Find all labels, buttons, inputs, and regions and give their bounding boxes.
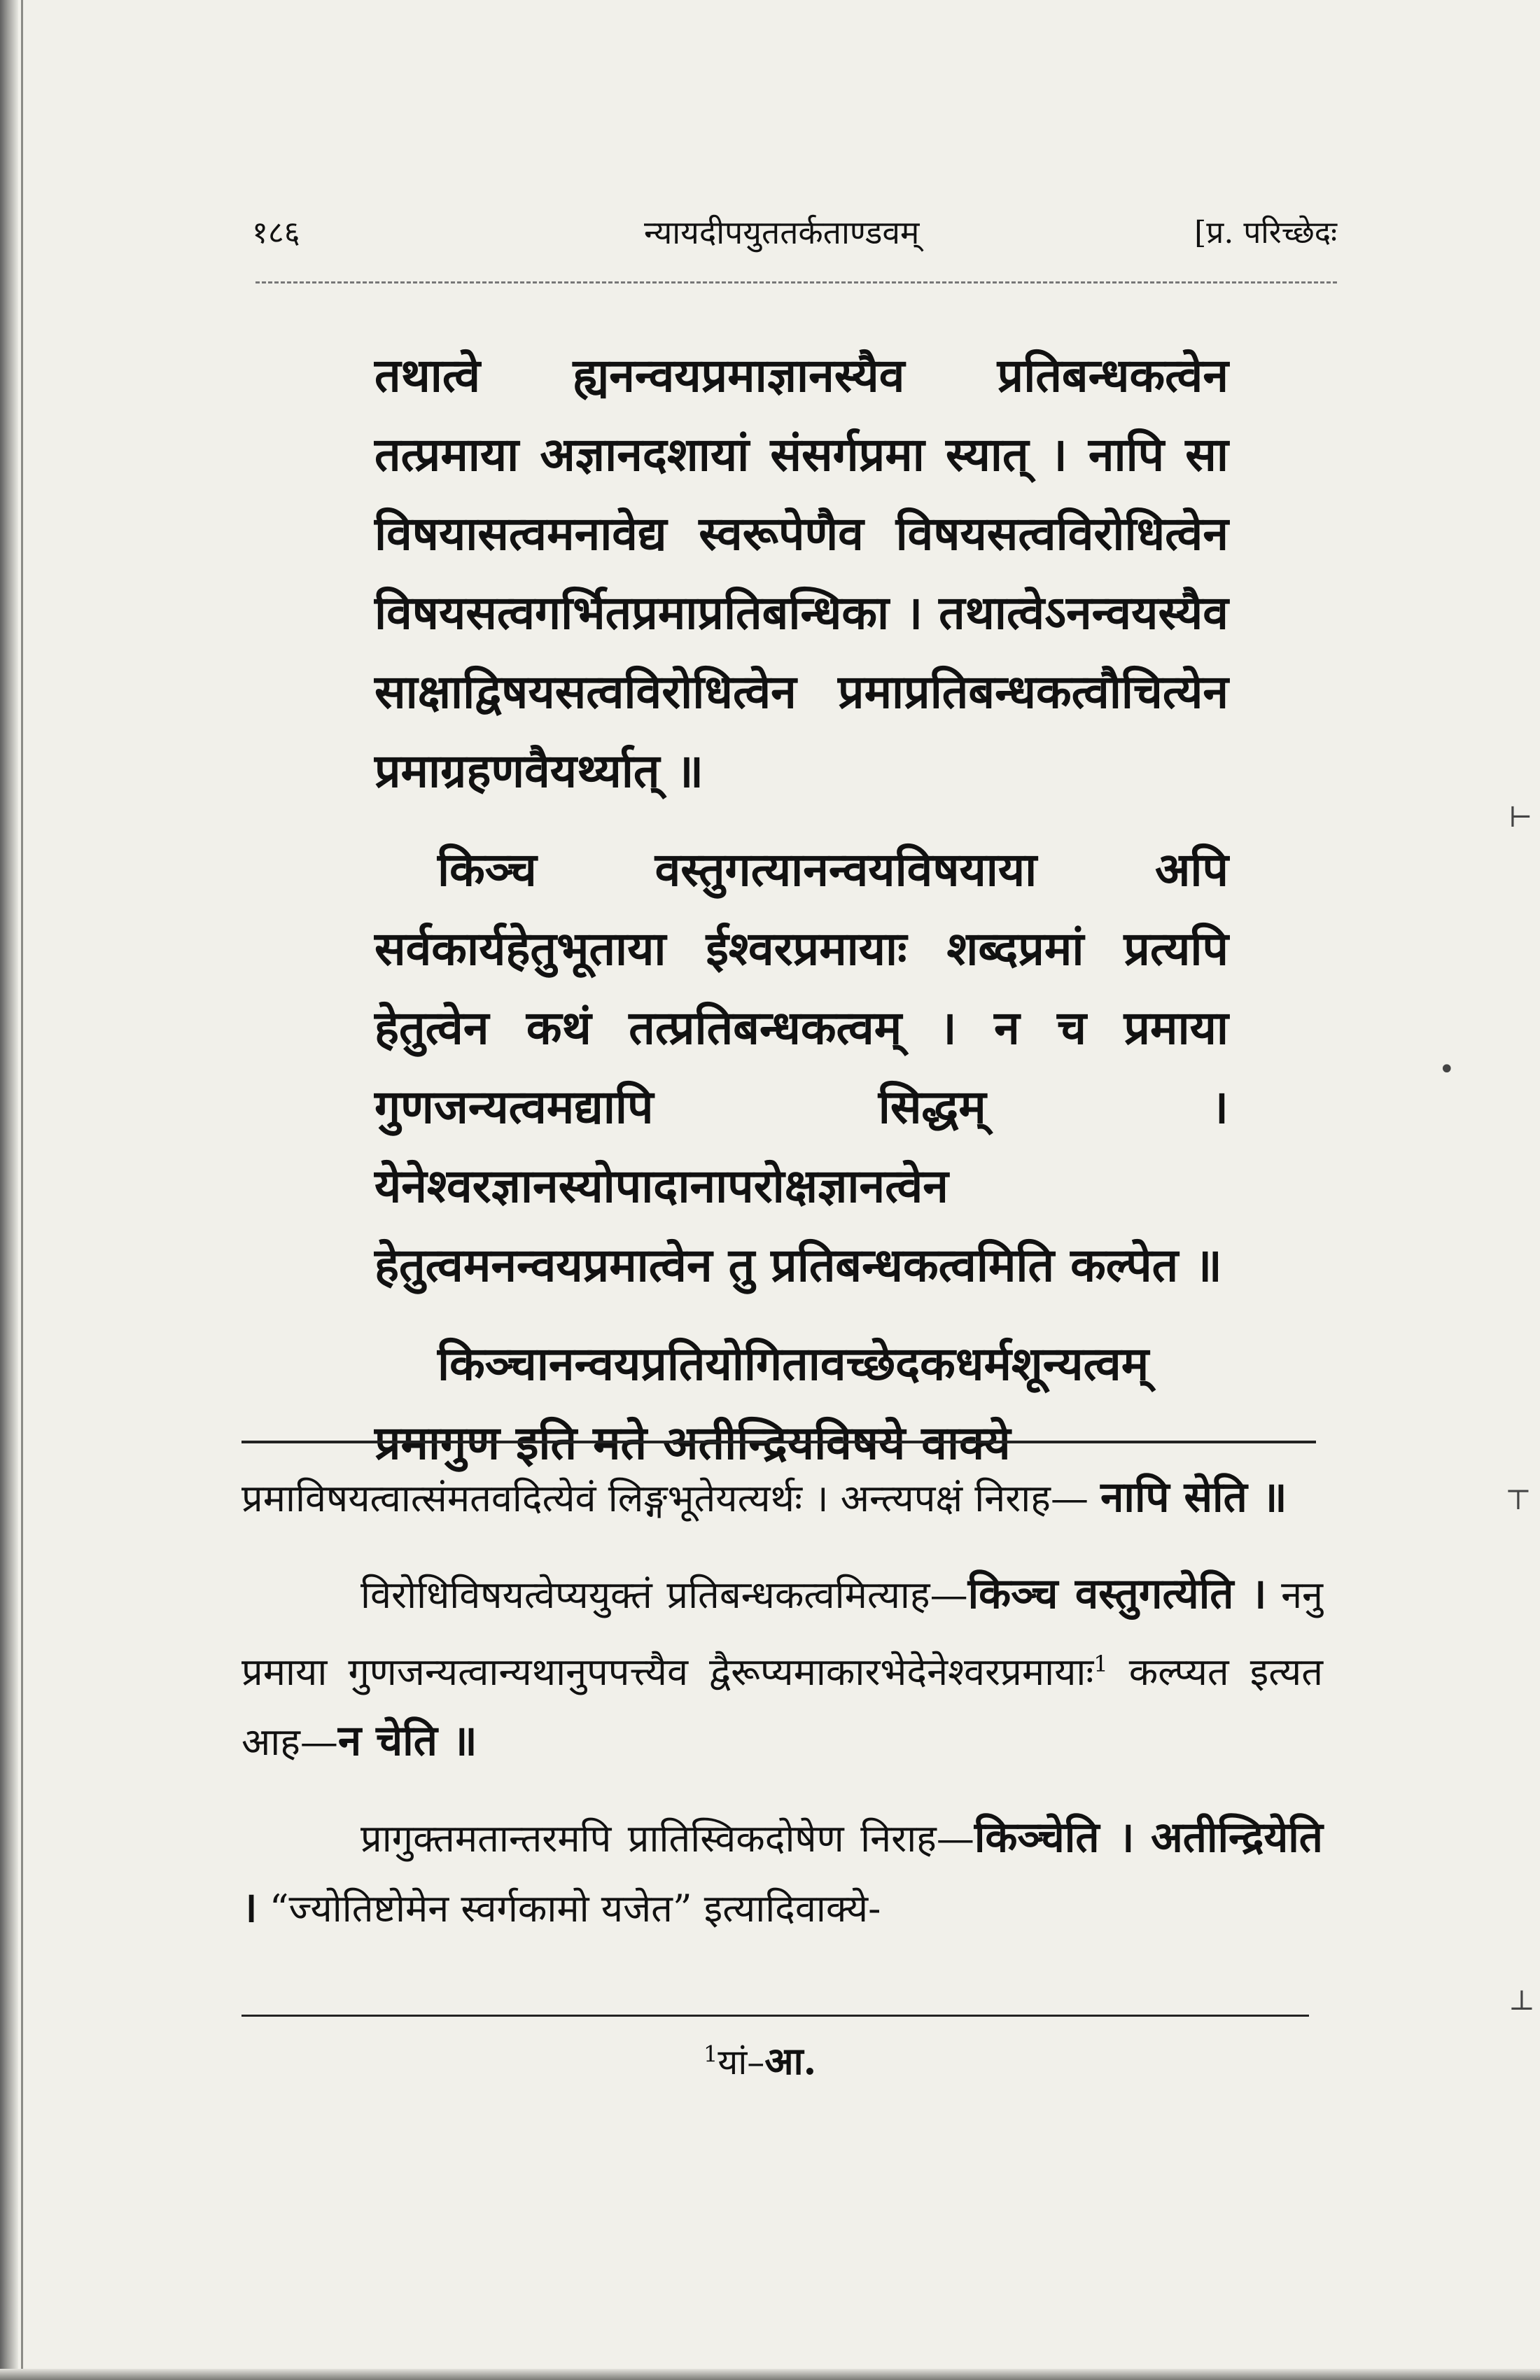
main-text: [374, 336, 1228, 1483]
commentary-text: “ज्योतिष्टोमेन स्वर्गकामो यजेत” इत्यादिवाक्ये-: [269, 1886, 881, 1931]
commentary-text: प्रागुक्तमतान्तरमपि प्रातिस्विकदोषेण निराह—: [360, 1816, 974, 1861]
margin-tick-mark: ⊢: [1508, 802, 1533, 834]
commentary-text: ननु प्रमाया गुणजन्यत्वान्यथानुपपत्त्यैव द्वैरूप्यमाकारभेदेनेश्वरप्रमायाः: [241, 1573, 1324, 1694]
book-title: न्यायदीपयुततर्कताण्डवम्: [644, 214, 920, 251]
main-paragraph-1: तथात्वे ह्यनन्वयप्रमाज्ञानस्यैव प्रतिबन्धकत्वेन तत्प्रमाया अज्ञानदशायां संसर्गप्रमा स्यात् । नापि सा विषयासत्वमनावेद्य स्वरूपेणैव विषयसत्वविरोधित्वेन विषयसत्वगर्भितप्रमाप्रतिबन्धिका । तथात्वेऽनन्वयस्यैव साक्षाद्विषयसत्वविरोधित्वेन प्रमाप्रतिबन्धकत्वौचित्येन प्रमाग्रहणवैयर्थ्यात् ॥: [374, 348, 1228, 798]
commentary: [241, 1463, 1323, 1943]
page-binding-shadow: [0, 0, 18, 2380]
main-paragraph-2: किञ्च वस्तुगत्यानन्वयविषयाया अपि सर्वकार्यहेतुभूताया ईश्वरप्रमायाः शब्दप्रमां प्रत्यपि हेतुत्वेन कथं तत्प्रतिबन्धकत्वम् । न च प्रमाया गुणजन्यत्वमद्यापि सिद्धम् । येनेश्वरज्ञानस्योपादानापरोक्षज्ञानत्वेन हेतुत्वमनन्वयप्रमात्वेन तु प्रतिबन्धकत्वमिति कल्पेत ॥: [374, 842, 1228, 1292]
running-header: [252, 210, 1337, 266]
page-bottom-edge: [0, 2369, 1540, 2380]
page-number: १८६: [252, 215, 300, 251]
footnote-number: 1: [704, 2040, 718, 2068]
commentary-lemma: नापि सेति ॥: [1100, 1473, 1287, 1522]
page-binding-line: [21, 0, 23, 2380]
commentary-lemma: किञ्चेति ।: [974, 1813, 1135, 1862]
commentary-paragraph-1: [241, 1463, 1323, 1533]
commentary-lemma: न चेति ॥: [337, 1716, 477, 1765]
commentary-text: कल्प्यत इत्यत आह—: [241, 1650, 1324, 1764]
text-commentary-divider: [241, 1441, 1316, 1443]
commentary-paragraph-2: [241, 1560, 1323, 1777]
commentary-paragraph-3: [241, 1803, 1323, 1943]
commentary-text: विरोधिविषयत्वेप्ययुक्तं प्रतिबन्धकत्वमित्याह—: [360, 1573, 968, 1617]
commentary-lemma: किञ्च वस्तुगत्येति ।: [967, 1569, 1267, 1618]
footnote-ref: 1: [1093, 1651, 1108, 1677]
commentary-lemma: अतीन्द्रियेति ।: [241, 1813, 1323, 1932]
footnote: [704, 2033, 816, 2085]
section-label: [प्र. परिच्छेदः: [1194, 215, 1337, 251]
footnote-reading: आ.: [764, 2038, 817, 2083]
margin-dot: •: [1438, 1054, 1455, 1086]
main-paragraph-3: किञ्चानन्वयप्रतियोगितावच्छेदकधर्मशून्यत्वम् प्रमागुण इति मते अतीन्द्रियविषये वाक्ये: [374, 1336, 1149, 1470]
header-rule: [255, 281, 1337, 284]
commentary-text: प्रमाविषयत्वात्संमतवदित्येवं लिङ्गभूतेयत्यर्थः । अन्त्यपक्षं निराह—: [241, 1476, 1088, 1520]
margin-tick-mark: ⊥: [1508, 1984, 1535, 2017]
footnote-divider: [241, 2015, 1309, 2017]
margin-tick-mark: ⊤: [1505, 1484, 1532, 1516]
footnote-text: यां–: [718, 2042, 765, 2082]
